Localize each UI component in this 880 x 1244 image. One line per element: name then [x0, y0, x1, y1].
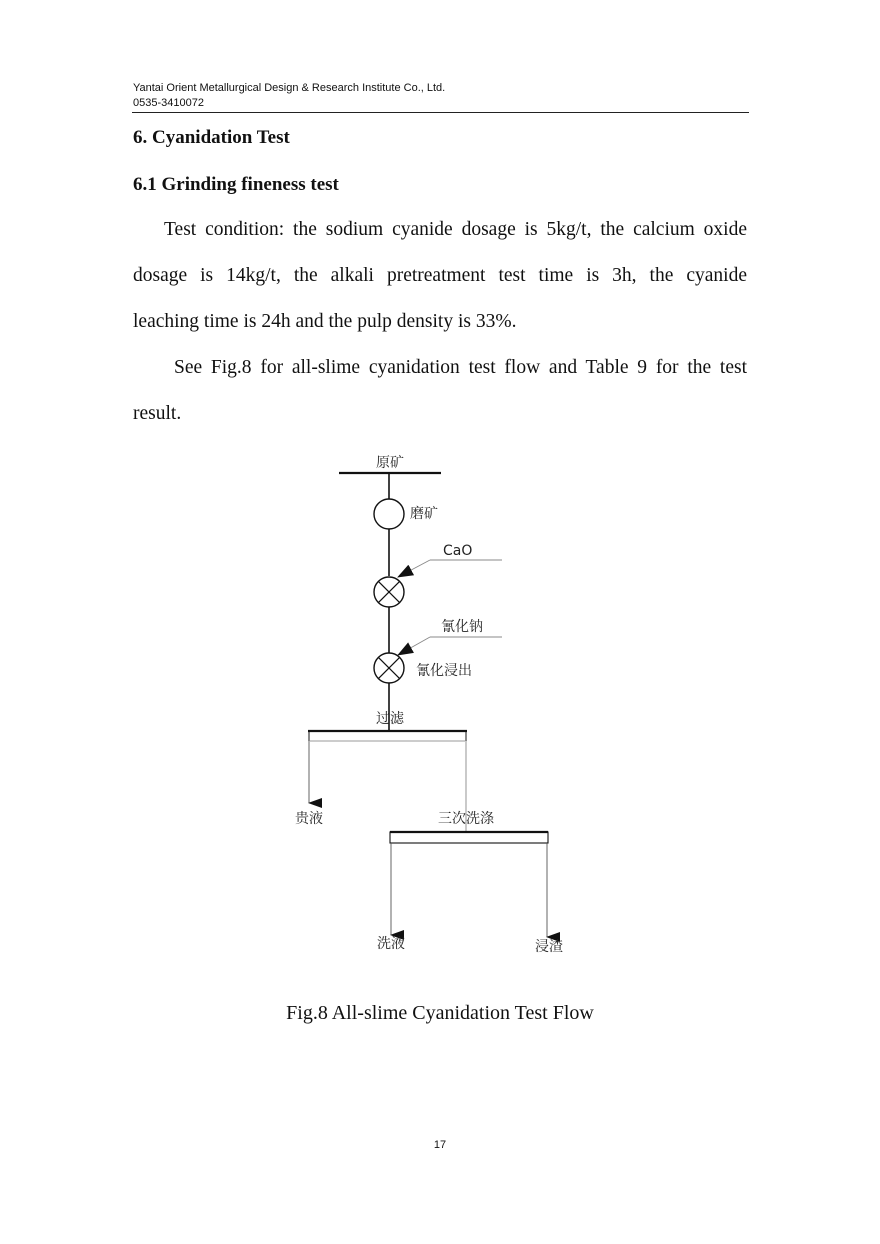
paragraph-line: Test condition: the sodium cyanide dosage is 5kg/t, the calcium oxide — [164, 219, 747, 240]
header-company: Yantai Orient Metallurgical Design & Research Institute Co., Ltd. — [133, 82, 446, 94]
label-triple-washing: 三次洗涤 — [438, 811, 494, 827]
grinding-operation-circle — [374, 499, 404, 529]
washing-bar — [390, 832, 548, 843]
label-cyanide-leaching: 氰化浸出 — [416, 663, 472, 679]
paragraph-line: dosage is 14kg/t, the alkali pretreatment test time is 3h, the cyanide — [133, 265, 747, 286]
label-raw-ore: 原矿 — [376, 455, 404, 471]
figure-caption: Fig.8 All-slime Cyanidation Test Flow — [286, 1002, 594, 1024]
page-number: 17 — [433, 1139, 447, 1151]
label-filtration: 过滤 — [376, 711, 404, 727]
sodium-cyanide-addition-arrow — [398, 637, 430, 655]
section-title: 6. Cyanidation Test — [133, 127, 290, 148]
label-grinding: 磨矿 — [410, 506, 438, 522]
label-sodium-cyanide: 氰化钠 — [441, 619, 483, 635]
paragraph-line: See Fig.8 for all-slime cyanidation test flow and Table 9 for the test — [174, 357, 747, 378]
subsection-title: 6.1 Grinding fineness test — [133, 174, 339, 195]
paragraph-line: leaching time is 24h and the pulp density is 33%. — [133, 311, 517, 332]
cao-addition-arrow — [398, 560, 430, 577]
label-cao: CaO — [443, 543, 473, 559]
header-phone: 0535-3410072 — [133, 97, 204, 109]
label-wash-solution: 洗液 — [377, 936, 405, 952]
label-leach-residue: 浸渣 — [535, 939, 563, 955]
paragraph-line: result. — [133, 403, 182, 424]
label-pregnant-solution: 贵液 — [295, 811, 323, 827]
